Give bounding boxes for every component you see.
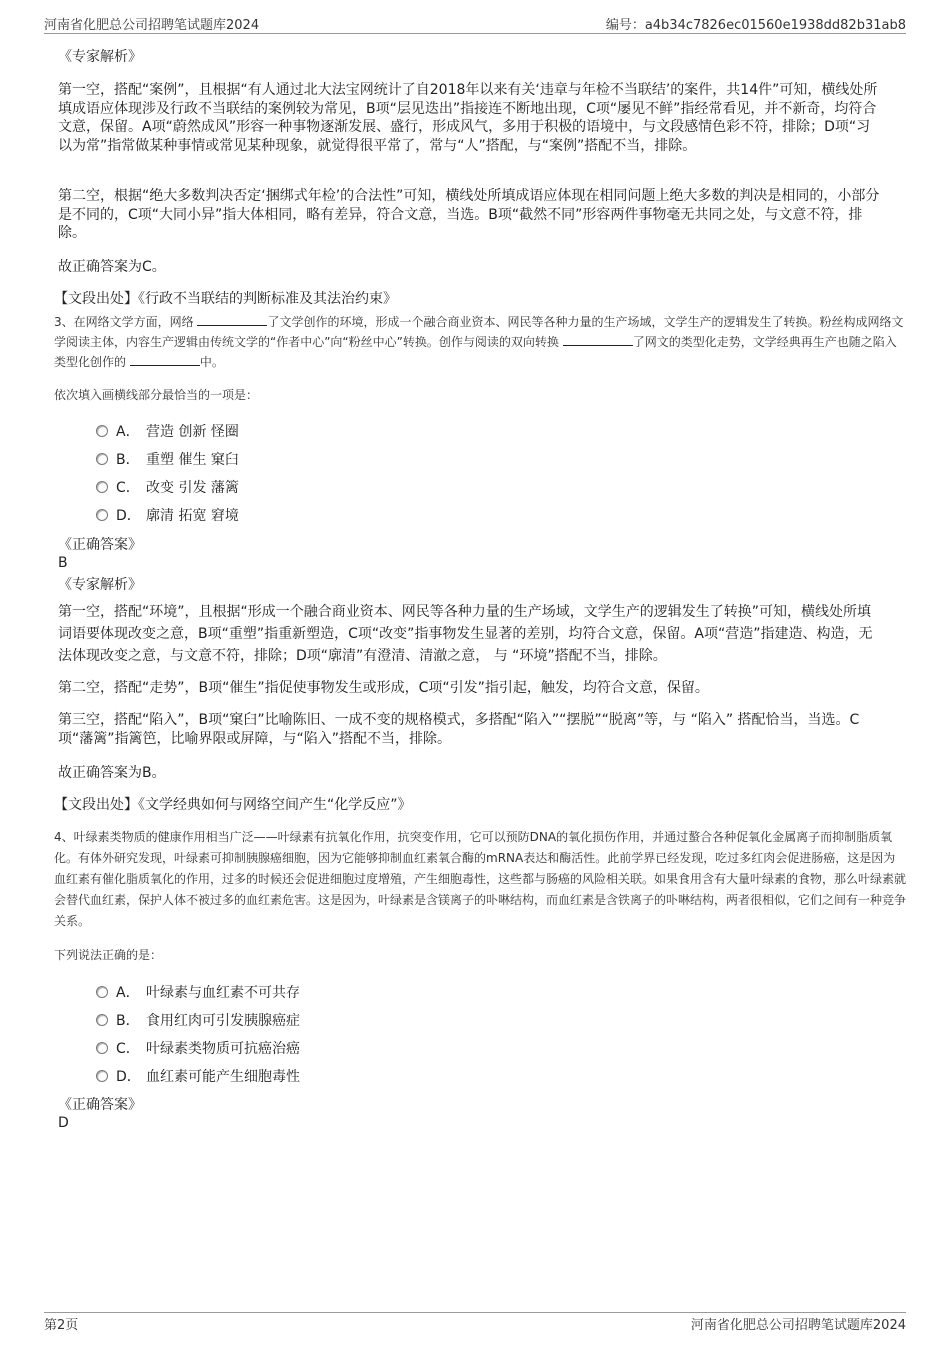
option-letter: C． (116, 480, 140, 496)
q3-option-a[interactable] (96, 421, 239, 441)
option-text: 廓清 拓宽 窘境 (146, 508, 239, 524)
footer-title: 河南省化肥总公司招聘笔试题库2024 (690, 1318, 906, 1333)
radio-icon[interactable] (96, 1070, 108, 1082)
q3-correct-label: 《正确答案》 (58, 537, 142, 553)
option-letter: D． (116, 508, 141, 524)
q2-answer: 故正确答案为C。 (58, 259, 166, 275)
option-text: 食用红肉可引发胰腺癌症 (146, 1013, 300, 1029)
radio-icon[interactable] (96, 509, 108, 521)
page-number: 第2页 (44, 1318, 79, 1333)
q4-correct-answer: D (58, 1115, 69, 1131)
header-divider (44, 33, 906, 34)
q3-analysis-label: 《专家解析》 (58, 577, 142, 593)
option-letter: B． (116, 452, 140, 468)
option-text: 重塑 催生 窠臼 (146, 452, 239, 468)
option-text: 叶绿素与血红素不可共存 (146, 985, 300, 1001)
footer-divider (44, 1312, 906, 1313)
blank-1 (197, 314, 267, 326)
blank-3 (130, 354, 200, 366)
q3-option-c[interactable] (96, 477, 239, 497)
option-letter: A． (116, 985, 140, 1001)
option-letter: A． (116, 424, 140, 440)
q4-prompt: 下列说法正确的是： (54, 948, 163, 962)
q4-option-a[interactable] (96, 982, 300, 1002)
option-text: 血红素可能产生细胞毒性 (146, 1069, 300, 1085)
q2-analysis-para2: 第二空，根据“绝大多数判决否定‘捆绑式年检’的合法性”可知，横线处所填成语应体现在相同问题上绝大多数的判决是相同的，小部分是不同的，C项“大同小异”指大体相同，略有差异，符合文意，当选。B项“截然不同”形容两件事物毫无共同之处，与文意不符，排除。 (58, 188, 880, 241)
option-text: 改变 引发 藩篱 (146, 480, 239, 496)
q4-option-b[interactable] (96, 1010, 300, 1030)
option-letter: D． (116, 1069, 141, 1085)
q3-analysis-para2: 第二空，搭配“走势”，B项“催生”指促使事物发生或形成，C项“引发”指引起，触发，均符合文意，保留。 (58, 680, 709, 696)
q4-option-d[interactable] (96, 1066, 300, 1086)
blank-2 (563, 334, 633, 346)
q2-analysis-label: 《专家解析》 (58, 49, 142, 65)
option-letter: B． (116, 1013, 140, 1029)
q3-stem (54, 312, 906, 372)
q3-analysis-para3: 第三空，搭配“陷入”，B项“窠臼”比喻陈旧、一成不变的规格模式，多搭配“陷入”“摆脱”“脱离”等，与 “陷入” 搭配恰当，当选。C项“藩篱”指篱笆，比喻界限或屏障，与“陷入”搭配不当，排除。 (58, 712, 860, 747)
radio-icon[interactable] (96, 453, 108, 465)
document-code: 编号：a4b34c7826ec01560e1938dd82b31ab8 (605, 18, 906, 33)
option-text: 叶绿素类物质可抗癌治癌 (146, 1041, 300, 1057)
q3-source: 【文段出处】《文学经典如何与网络空间产生“化学反应”》 (54, 797, 412, 813)
radio-icon[interactable] (96, 1042, 108, 1054)
q2-source: 【文段出处】《行政不当联结的判断标准及其法治约束》 (54, 291, 397, 307)
q3-answer: 故正确答案为B。 (58, 765, 166, 781)
q3-stem-part: 了文学创作的环境，形成一个融合商业资本、网民等各种力量的生产场域，文学生产的逻辑发生了转换。粉丝构成网络文学阅读主体，内容生产逻辑由传统文学的“作者中心”向“粉丝中心”转换。创作与阅读的双向转换 (54, 315, 904, 349)
radio-icon[interactable] (96, 986, 108, 998)
radio-icon[interactable] (96, 1014, 108, 1026)
q2-analysis-para1: 第一空，搭配“案例”，且根据“有人通过北大法宝网统计了自2018年以来有关‘违章与年检不当联结’的案件，共14件”可知，横线处所填成语应体现涉及行政不当联结的案例较为常见，B项“层见迭出”指接连不断地出现，C项“屡见不鲜”指经常看见，并不新奇，均符合文意，保留。A项“蔚然成风”形容一种事物逐渐发展、盛行，形成风气，多用于积极的语境中，与文段感情色彩不符，排除；D项“习以为常”指常做某种事情或常见某种现象，就觉得很平常了，常与“人”搭配，与“案例”搭配不当，排除。 (58, 82, 878, 154)
radio-icon[interactable] (96, 481, 108, 493)
radio-icon[interactable] (96, 425, 108, 437)
q4-stem: 4、叶绿素类物质的健康作用相当广泛——叶绿素有抗氧化作用，抗突变作用，它可以预防DNA的氧化损伤作用，并通过螯合各种促氧化金属离子而抑制脂质氧化。有体外研究发现，叶绿素可抑制胰腺癌细胞，因为它能够抑制血红素氧合酶的mRNA表达和酶活性。此前学界已经发现，吃过多红肉会促进肠癌，这是因为血红素有催化脂质氧化的作用，过多的时候还会促进细胞过度增殖，产生细胞毒性，这些都与肠癌的风险相关联。如果食用含有大量叶绿素的食物，那么叶绿素就会替代血红素，保护人体不被过多的血红素危害。这是因为，叶绿素是含镁离子的卟啉结构，而血红素是含铁离子的卟啉结构，两者很相似，它们之间有一种竞争关系。 (54, 830, 907, 928)
option-letter: C． (116, 1041, 140, 1057)
q3-analysis-para1: 第一空，搭配“环境”，且根据“形成一个融合商业资本、网民等各种力量的生产场域，文学生产的逻辑发生了转换”可知，横线处所填词语要体现改变之意，B项“重塑”指重新塑造，C项“改变”指事物发生显著的差别，均符合文意，保留。A项“营造”指建造、构造，无法体现改变之意，与文意不符，排除；D项“廓清”有澄清、清澈之意， 与 “环境”搭配不当，排除。 (58, 604, 873, 664)
q3-stem-part: 3、在网络文学方面，网络 (54, 315, 198, 329)
q3-option-d[interactable] (96, 505, 239, 525)
q3-option-b[interactable] (96, 449, 239, 469)
q3-stem-part: 了网文的类型化走势，文学经典再生产也随之陷入类型化创作的 (54, 335, 897, 369)
q3-correct-answer: B (58, 555, 68, 571)
header-title: 河南省化肥总公司招聘笔试题库2024 (44, 18, 260, 33)
q4-correct-label: 《正确答案》 (58, 1097, 142, 1113)
q3-stem-part: 中。 (199, 355, 224, 369)
q4-option-c[interactable] (96, 1038, 300, 1058)
option-text: 营造 创新 怪圈 (146, 424, 239, 440)
q3-prompt: 依次填入画横线部分最恰当的一项是： (54, 388, 259, 402)
